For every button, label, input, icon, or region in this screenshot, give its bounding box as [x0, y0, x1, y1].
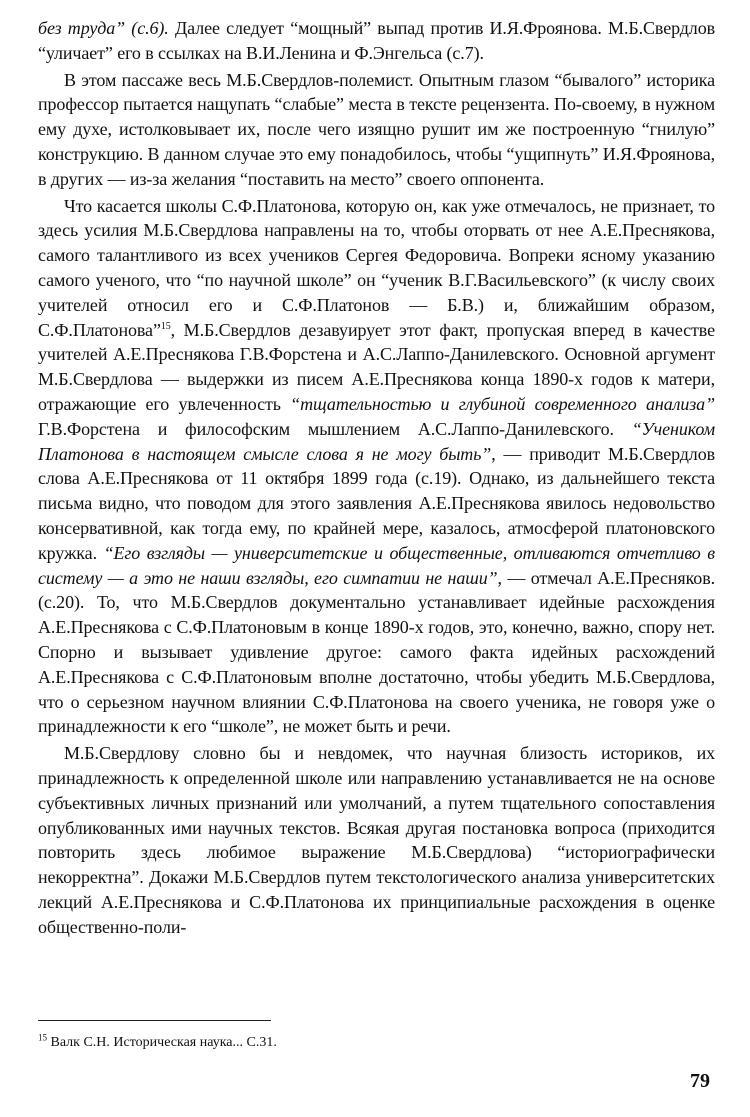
paragraph	[38, 68, 715, 192]
footnote	[38, 1034, 277, 1052]
page-body	[38, 16, 715, 939]
paragraph-text: М.Б.Свердлову словно бы и невдомек, что научная близость историков, их принадлежность к определенной школе или направлению устанавливается не на основе субъективных личных признаний или умолчаний, а путем тщательного сопоставления опубликованных ими научных текстов. Всякая другая постановка вопроса (приходится повторить здесь любимое выражение М.Б.Свердлова) “историографически некорректна”. Докажи М.Б.Свердлов путем текстологического анализа университетских лекций А.Е.Преснякова и С.Ф.Платонова их принципиальные расхождения в оценке общественно-поли-	[38, 743, 715, 937]
quotation: “Его взгляды — университетские и общественные, отливаются отчетливо в систему — а это не наши взгляды, его симпатии не наши”	[38, 542, 716, 588]
page-number: 79	[690, 1070, 710, 1092]
footnote-text: Валк С.Н. Историческая наука... С.31.	[47, 1035, 277, 1050]
paragraph-text: Что касается школы С.Ф.Платонова, которую он, как уже отмечалось, не признает, то здесь усилия М.Б.Свердлова направлены на то, чтобы оторвать от нее А.Е.Преснякова, самого талантливого из всех учеников Сергея Федоровича. Вопреки ясному указанию самого ученого, что “по научной школе” он “ученик В.Г.Васильевского” (к числу своих учителей относил его и С.Ф.Платонов — Б.В.) и, ближайшим образом, С.Ф.Платонова”	[38, 195, 715, 340]
paragraph-text: Далее следует “мощный” выпад против И.Я.Фроянова. М.Б.Свердлов “уличает” его в ссылках на В.И.Ленина и Ф.Энгельса (с.7).	[38, 18, 715, 63]
paragraph-text: , — отмечал А.Е.Пресняков. (с.20). То, что М.Б.Свердлов документально устанавливает идейные расхождения А.Е.Преснякова с С.Ф.Платоновым в конце 1890-х годов, это, конечно, важно, спору нет. Спорно и вызывает удивление другое: самого факта идейных расхождений А.Е.Преснякова с С.Ф.Платоновым вполне достаточно, чтобы убедить М.Б.Свердлова, что о серьезном научном влиянии С.Ф.Платонова на своего ученика, не говоря уже о принадлежности к его “школе”, не может быть и речи.	[38, 567, 715, 737]
quotation: “Учеником Платонова в настоящем смысле слова я не могу быть”	[38, 418, 715, 464]
footnote-marker: 15	[38, 1032, 47, 1043]
footnote-reference: 15	[160, 320, 171, 332]
paragraph-text: В этом пассаже весь М.Б.Свердлов-полемист. Опытным глазом “бывалого” историка профессор пытается нащупать “слабые” места в тексте рецензента. По-своему, в нужном ему духе, истолковывает их, после чего изящно рушит им же построенную “гнилую” конструкцию. В данном случае это ему понадобилось, чтобы “ущипнуть” И.Я.Фроянова, в других — из-за желания “поставить на место” своего оппонента.	[38, 69, 715, 189]
quotation: “тщательностью и глубиной современного анализа”	[290, 393, 715, 414]
paragraph	[38, 194, 715, 740]
footnote-divider	[38, 1020, 271, 1021]
paragraph-text: , — приводит М.Б.Свердлов слова А.Е.Преснякова от 11 октября 1899 года (с.19). Однако, из дальнейшего текста письма видно, что поводом для этого заявления А.Е.Преснякова явилось недовольство консервативной, как тогда ему, по крайней мере, казалось, атмосферой платоновского кружка.	[38, 443, 715, 563]
paragraph-text: , М.Б.Свердлов дезавуирует этот факт, пропуская вперед в качестве учителей А.Е.Преснякова Г.В.Форстена и А.С.Лаппо-Данилевского. Основной аргумент М.Б.Свердлова — выдержки из писем А.Е.Преснякова конца 1890-х годов к матери, отражающие его увлеченность	[38, 319, 715, 414]
quotation: без труда” (с.6).	[38, 18, 169, 38]
paragraph	[38, 16, 715, 66]
paragraph	[38, 741, 715, 939]
paragraph-text: Г.В.Форстена и философским мышлением А.С.Лаппо-Данилевского.	[38, 418, 632, 439]
